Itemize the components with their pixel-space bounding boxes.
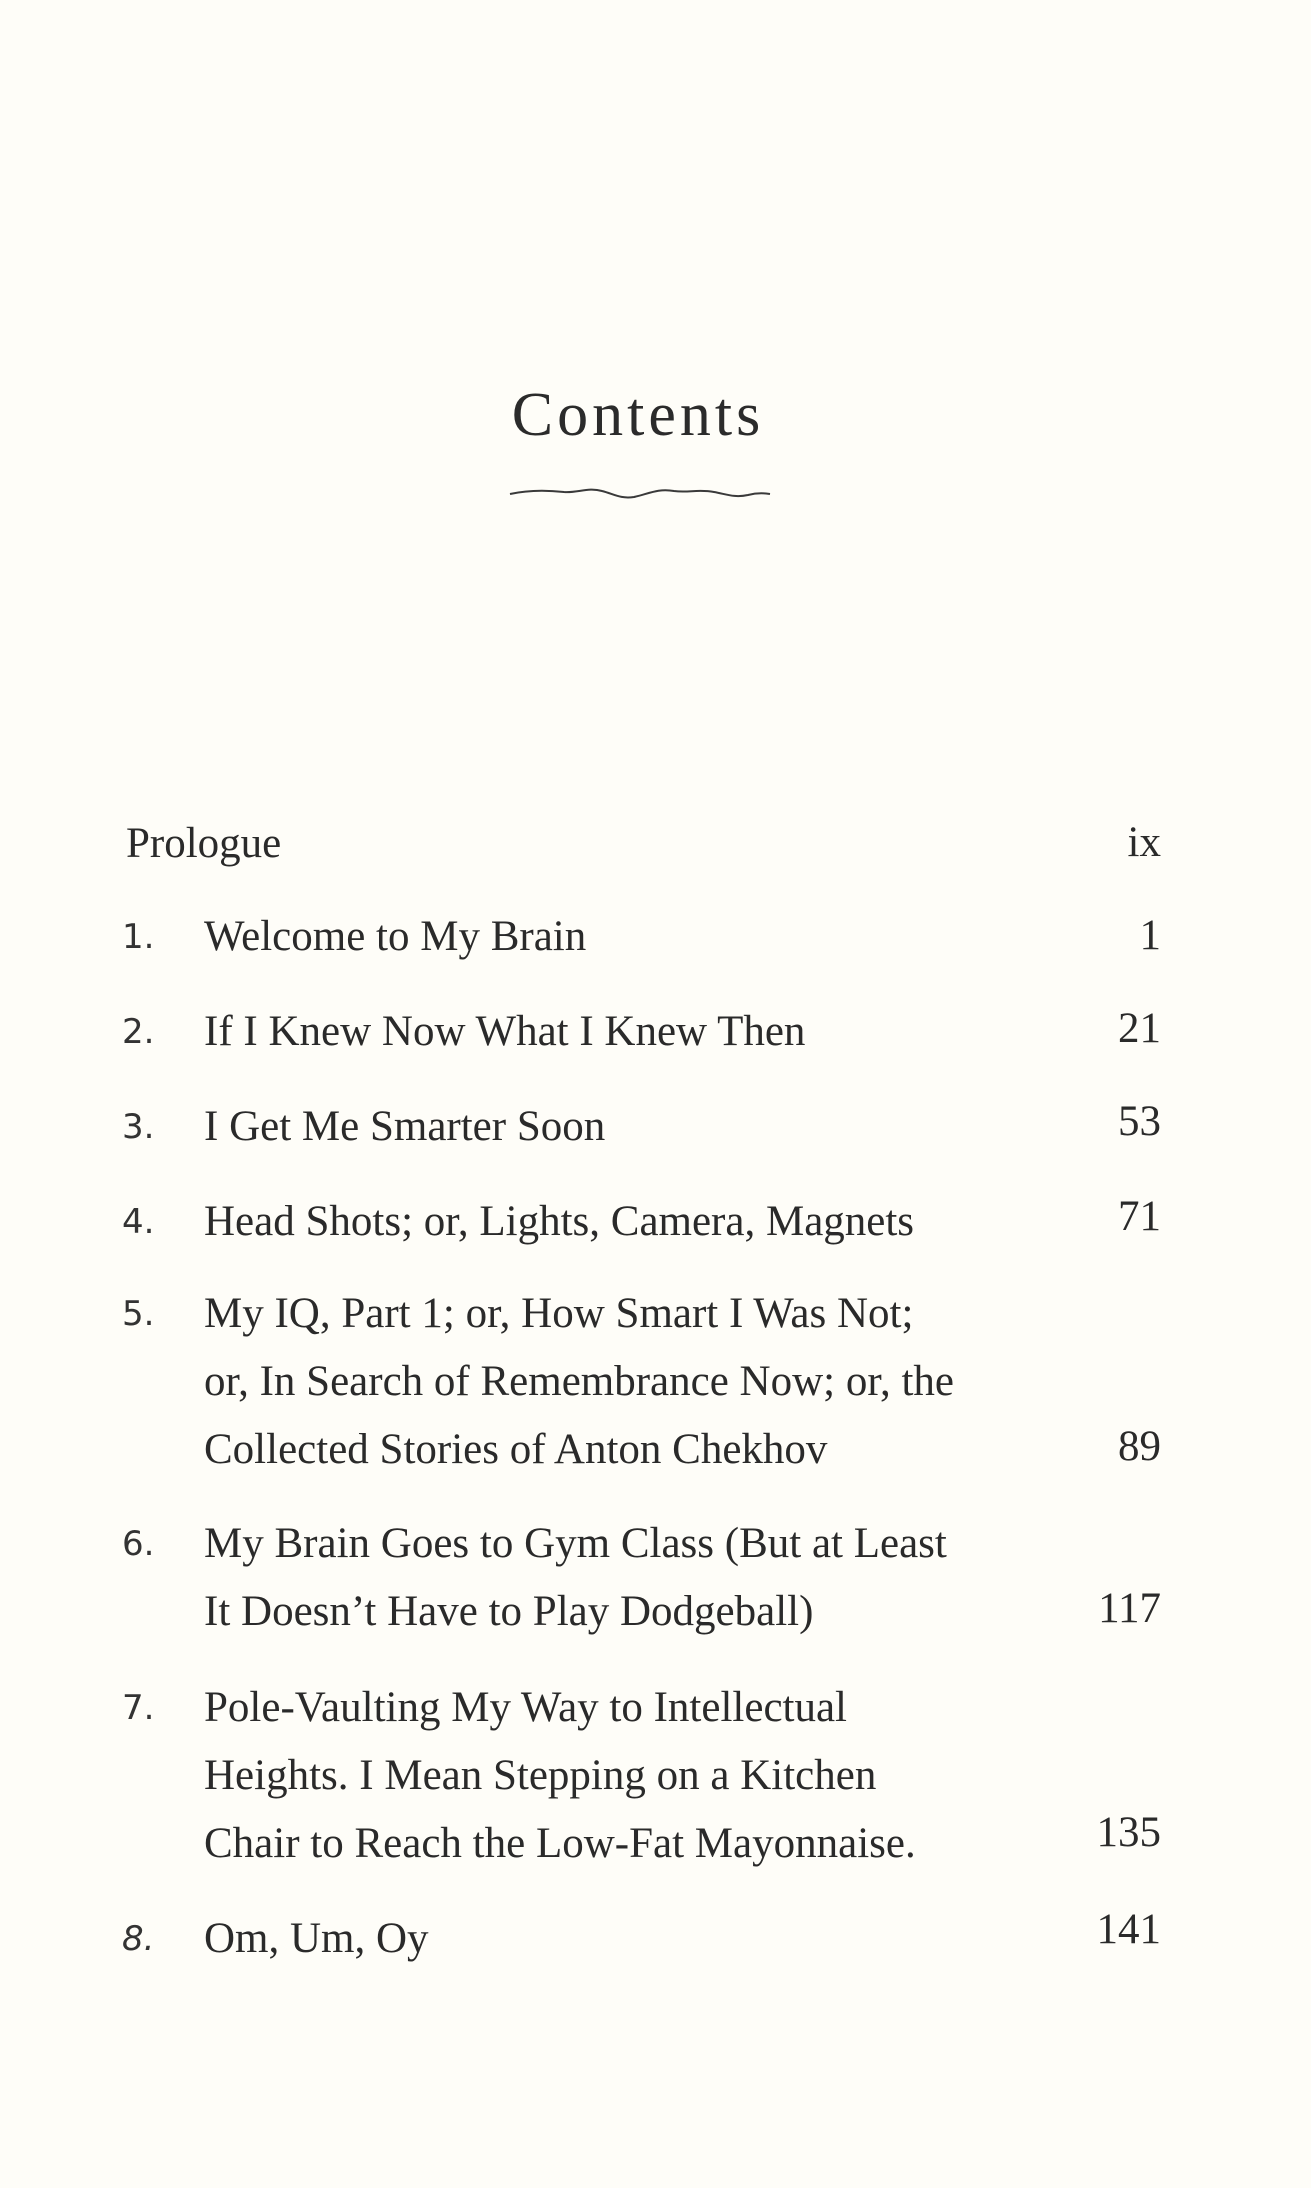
toc-entry-title-line: I Get Me Smarter Soon [204, 1103, 606, 1150]
toc-entry-chapter-number: 7. [122, 1688, 155, 1728]
toc-entry-title [204, 1510, 1084, 1646]
toc-entry-page-number: 53 [1118, 1098, 1161, 1145]
toc-entry-title-line: If I Knew Now What I Knew Then [204, 1008, 806, 1055]
toc-entry-chapter-number: 2. [122, 1012, 155, 1052]
toc-entry-page-number: ix [1127, 819, 1161, 866]
toc-entry-page-number: 141 [1096, 1906, 1161, 1953]
toc-entry-title-line: Om, Um, Oy [204, 1915, 429, 1962]
toc-entry-chapter-number: 4. [122, 1202, 155, 1242]
toc-entry-title [204, 1093, 1084, 1161]
toc-entry-page-number: 89 [1118, 1423, 1161, 1470]
toc-entry-title-line: Head Shots; or, Lights, Camera, Magnets [204, 1198, 915, 1245]
toc-entry-page-number: 135 [1096, 1809, 1161, 1856]
toc-entry-title-line: Pole-Vaulting My Way to Intellectual [204, 1684, 848, 1731]
toc-entry-title-line: It Doesn’t Have to Play Dodgeball) [204, 1588, 814, 1635]
toc-entry-title-line: Heights. I Mean Stepping on a Kitchen [204, 1752, 877, 1799]
toc-entry-title [204, 903, 1084, 971]
toc-entry-chapter-number: 1. [122, 917, 155, 957]
toc-entry-chapter-number: 3. [122, 1107, 155, 1147]
toc-entry-page-number: 21 [1118, 1005, 1161, 1052]
toc-entry-title-line: My Brain Goes to Gym Class (But at Least [204, 1520, 947, 1567]
toc-entry-page-number: 117 [1098, 1585, 1161, 1632]
toc-entry-chapter-number: 5. [122, 1294, 155, 1334]
toc-entry-title [204, 1280, 1084, 1484]
toc-entry-title [204, 1188, 1084, 1256]
toc-entry-chapter-number: 8. [122, 1919, 155, 1959]
toc-entry-title [126, 810, 1006, 878]
toc-entry-page-number: 71 [1118, 1193, 1161, 1240]
toc-entry-chapter-number: 6. [122, 1524, 155, 1564]
toc-entry-title-line: Prologue [126, 820, 282, 867]
toc-entry-title-line: Collected Stories of Anton Chekhov [204, 1426, 828, 1473]
toc-entry-title [204, 1905, 1084, 1973]
toc-entry-title-line: or, In Search of Remembrance Now; or, the [204, 1358, 954, 1405]
toc-entry-title-line: Chair to Reach the Low-Fat Mayonnaise. [204, 1820, 916, 1867]
toc-entry-title-line: My IQ, Part 1; or, How Smart I Was Not; [204, 1290, 914, 1337]
toc-entry-title-line: Welcome to My Brain [204, 913, 587, 960]
toc-entry-page-number: 1 [1139, 912, 1161, 959]
toc-entry-title [204, 1674, 1084, 1878]
page-title: Contents [511, 381, 765, 449]
toc-entry-title [204, 998, 1084, 1066]
